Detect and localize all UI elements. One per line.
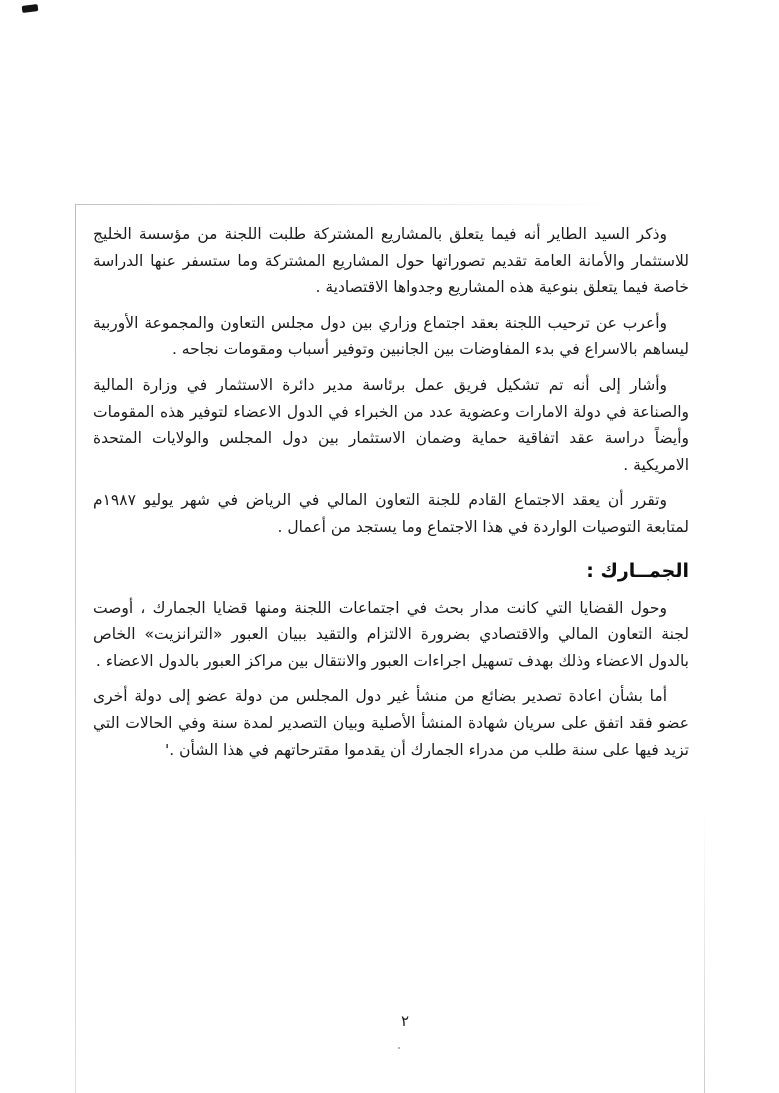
paragraph-ministerial-meeting: وأعرب عن ترحيب اللجنة بعقد اجتماع وزاري بين دول مجلس التعاون والمجموعة الأوربية ليساهم بالاسراع في بدء المفاوضات بين الجانبين وتوفير أسباب ومقومات نجاحه . xyxy=(93,313,689,359)
paragraph-transit: وحول القضايا التي كانت مدار بحث في اجتماعات اللجنة ومنها قضايا الجمارك ، أوصت لجنة التعاون المالي والاقتصادي بضرورة الالتزام والتقيد ببيان العبور «الترانزيت» الخاص بالدول الاعضاء وذلك بهدف تسهيل اجراءات العبور والانتقال بين مراكز العبور بالدول الاعضاء . xyxy=(93,598,689,670)
scan-edge-right xyxy=(704,810,705,1093)
paragraph-next-meeting: وتقرر أن يعقد الاجتماع القادم للجنة التعاون المالي في الرياض في شهر يوليو ١٩٨٧م لمتابعة التوصيات الواردة في هذا الاجتماع وما يستجد من أعمال . xyxy=(93,491,689,536)
paragraph-re-export: أما بشأن اعادة تصدير بضائع من منشأ غير دول المجلس من دولة عضو إلى دولة أخرى عضو فقد اتفق على سريان شهادة المنشأ الأصلية وبيان التصدير لمدة سنة وفي الحالات التي تزيد فيها على سنة طلب من مدراء الجمارك أن يقدموا مقترحاتهم في هذا الشأن .' xyxy=(93,687,689,759)
scan-edge-left xyxy=(75,204,76,1093)
scan-dot-artifact xyxy=(398,1047,400,1049)
page-number: ٢ xyxy=(400,1012,410,1030)
scan-edge-top xyxy=(75,204,615,205)
scan-smudge-artifact xyxy=(22,4,39,13)
document-text-block xyxy=(93,221,689,772)
paragraph-projects: وذكر السيد الطاير أنه فيما يتعلق بالمشاريع المشتركة طلبت اللجنة من مؤسسة الخليج للاستثمار والأمانة العامة تقديم تصوراتها حول المشاريع المشتركة وما ستسفر عنها الدراسة خاصة فيما يتعلق بنوعية هذه المشاريع وجدواها الاقتصادية . xyxy=(93,225,689,297)
paragraph-working-team: وأشار إلى أنه تم تشكيل فريق عمل برئاسة مدير دائرة الاستثمار في وزارة المالية والصناعة في دولة الامارات وعضوية عدد من الخبراء في الدول الاعضاء لتوفير هذه المقومات وأيضاً دراسة عقد اتفاقية حماية وضمان الاستثمار بين دول المجلس والولايات المتحدة الامريكية . xyxy=(93,375,689,474)
section-heading-customs: الجمــارك : xyxy=(586,559,689,582)
